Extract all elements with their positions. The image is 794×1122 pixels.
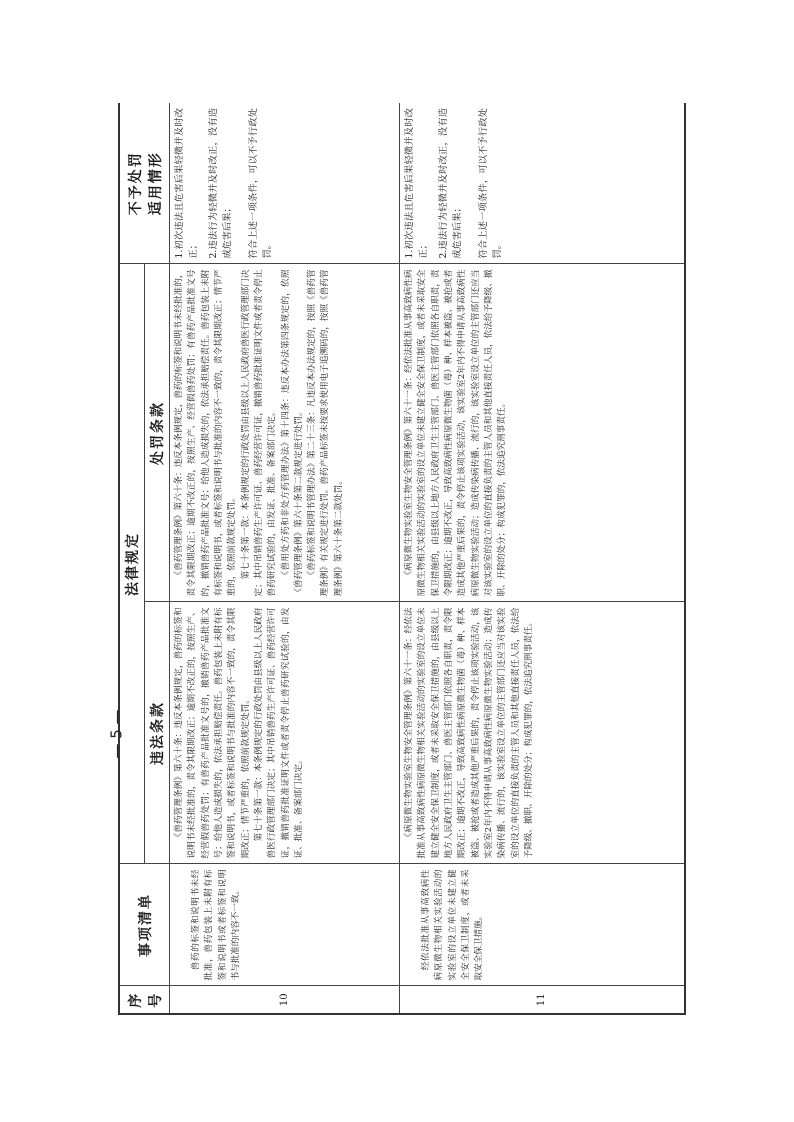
- clause-paragraph: 《兽药管理条例》第六十条：违反本条例规定，兽药的标签和说明书未经批准的，责令其限期改正；逾期不改正的，按照生产、经营假兽药处罚；有兽药产品批准文号的，撤销兽药产品批准文号；给他人造成损失的，依法承担赔偿责任。兽药包装上未附有标签和说明书，或者标签和说明书与批准的内容不一致的，责令其限期改正；情节严重的，依照前款规定处罚。: [174, 607, 251, 859]
- row-number: 10: [170, 986, 400, 1014]
- clause-paragraph: 《兽药管理条例》第六十条：违反本条例规定，兽药的标签和说明书未经批准的，责令其限期改正；逾期不改正的，按照生产、经营假兽药处罚；有兽药产品批准文号的，撤销兽药产品批准文号；给他人造成损失的，依法承担赔偿责任。兽药包装上未附有标签和说明书，或者标签和说明书与批准的内容不一致的，责令其限期改正；情节严重的，依照前款规定处罚。: [174, 269, 238, 597]
- penalty-clause: [170, 264, 400, 602]
- landscape-sheet: [118, 103, 686, 1015]
- header-seq: 序号: [119, 986, 170, 1014]
- penalty-exemption-table: [118, 103, 686, 1015]
- condition-summary: 符合上述一项条件，可以不予行政处罚。: [478, 108, 504, 259]
- condition-2: 2.违法行为轻微并及时改正，没有造成危害后果；: [437, 108, 463, 259]
- header-apply-top: 不予处罚: [127, 151, 144, 216]
- exemption-conditions: [400, 103, 686, 264]
- header-penalty: 处罚条款: [145, 264, 170, 602]
- clause-paragraph: 第七十条第一款：本条例规定的行政处罚由县级以上人民政府兽医行政管理部门决定；其中吊销兽药生产许可证、兽药经营许可证，撤销兽药批准证明文件或者责令停止兽药研究试验的，由发证、批准、备案部门决定。: [253, 607, 304, 859]
- header-item: 事项清单: [119, 864, 170, 986]
- row-number: 11: [400, 986, 686, 1014]
- clause-paragraph: 《病原微生物实验室生物安全管理条例》第六十一条：经依法批准从事高致病性病原微生物相关实验活动的实验室的设立单位未建立健全安全保卫制度，或者未采取安全保卫措施的，由县级以上地方人民政府卫生主管部门、兽医主管部门依照各自职责，责令限期改正；逾期不改正，导致高致病性病原微生物菌（毒）种、样本被盗、被抢或者造成其他严重后果的，责令停止该项实验活动，该实验室2年内不得申请从事高致病性病原微生物实验活动；造成传染病传播、流行的，该实验室设立单位的主管部门还应当对该实验室的设立单位的直接负责的主管人员和其他直接责任人员，依法给予降级、撤职、开除的处分；构成犯罪的，依法追究刑事责任。: [404, 607, 534, 859]
- table-row: [170, 103, 400, 1014]
- condition-summary: 符合上述一项条件，可以不予行政处罚。: [248, 108, 274, 259]
- condition-1: 1.初次违法且危害后果轻微并及时改正；: [404, 108, 430, 259]
- header-law: 法律规定: [119, 264, 145, 864]
- clause-paragraph: 《兽药标签和说明书管理办法》第二十三条：凡违反本办法规定的，按照《兽药管理条例》有关规定进行处罚。兽药产品标签未按要求使用电子追溯码的，按照《兽药管理条例》第六十条第二款处罚。: [307, 269, 344, 597]
- condition-2: 2.违法行为轻微并及时改正，没有造成危害后果；: [207, 108, 233, 259]
- clause-paragraph: 《兽用处方药和非处方药管理办法》第十四条：违反本办法第四条规定的，依照《兽药管理条例》第六十条第二款规定进行处罚。: [280, 269, 304, 597]
- header-apply: [119, 103, 170, 264]
- violation-clause: [400, 602, 686, 864]
- header-apply-bottom: 适用情形: [147, 151, 164, 216]
- table-row: [400, 103, 686, 1014]
- item-description: 兽药的标签和说明书未经批准，兽药包装上未附有标签和说明书或者标签和说明书与批准的内容不一致。: [170, 864, 400, 986]
- exemption-conditions: [170, 103, 400, 264]
- header-violation: 违法条款: [145, 602, 170, 864]
- page-number: — 5 —: [107, 709, 126, 759]
- penalty-clause: [400, 264, 686, 602]
- clause-paragraph: 第七十条第一款：本条例规定的行政处罚由县级以上人民政府兽医行政管理部门决定；其中吊销兽药生产许可证、兽药经营许可证，撤销兽药批准证明文件或者责令停止兽药研究试验的，由发证、批准、备案部门决定。: [240, 269, 278, 597]
- clause-paragraph: 《病原微生物实验室生物安全管理条例》第六十一条：经依法批准从事高致病性病原微生物相关实验活动的实验室的设立单位未建立健全安全保卫制度，或者未采取安全保卫措施的，由县级以上地方人民政府卫生主管部门、兽医主管部门依照各自职责，责令限期改正；逾期不改正，导致高致病性病原微生物菌（毒）种、样本被盗、被抢或者造成其他严重后果的，责令停止该项实验活动，该实验室2年内不得申请从事高致病性病原微生物实验活动；造成传染病传播、流行的，该实验室设立单位的主管部门还应当对该实验室的设立单位的直接负责的主管人员和其他直接责任人员，依法给予降级、撤职、开除的处分；构成犯罪的，依法追究刑事责任。: [404, 269, 508, 597]
- violation-clause: [170, 602, 400, 864]
- header-row-top: [119, 103, 145, 1014]
- condition-1: 1.初次违法且危害后果轻微并及时改正；: [174, 108, 200, 259]
- item-description: 经依法批准从事高致病性病原微生物相关实验活动的实验室的设立单位未建立健全安全保卫制度，或者未采取安全保卫措施。: [400, 864, 686, 986]
- rotated-page: [118, 103, 686, 1015]
